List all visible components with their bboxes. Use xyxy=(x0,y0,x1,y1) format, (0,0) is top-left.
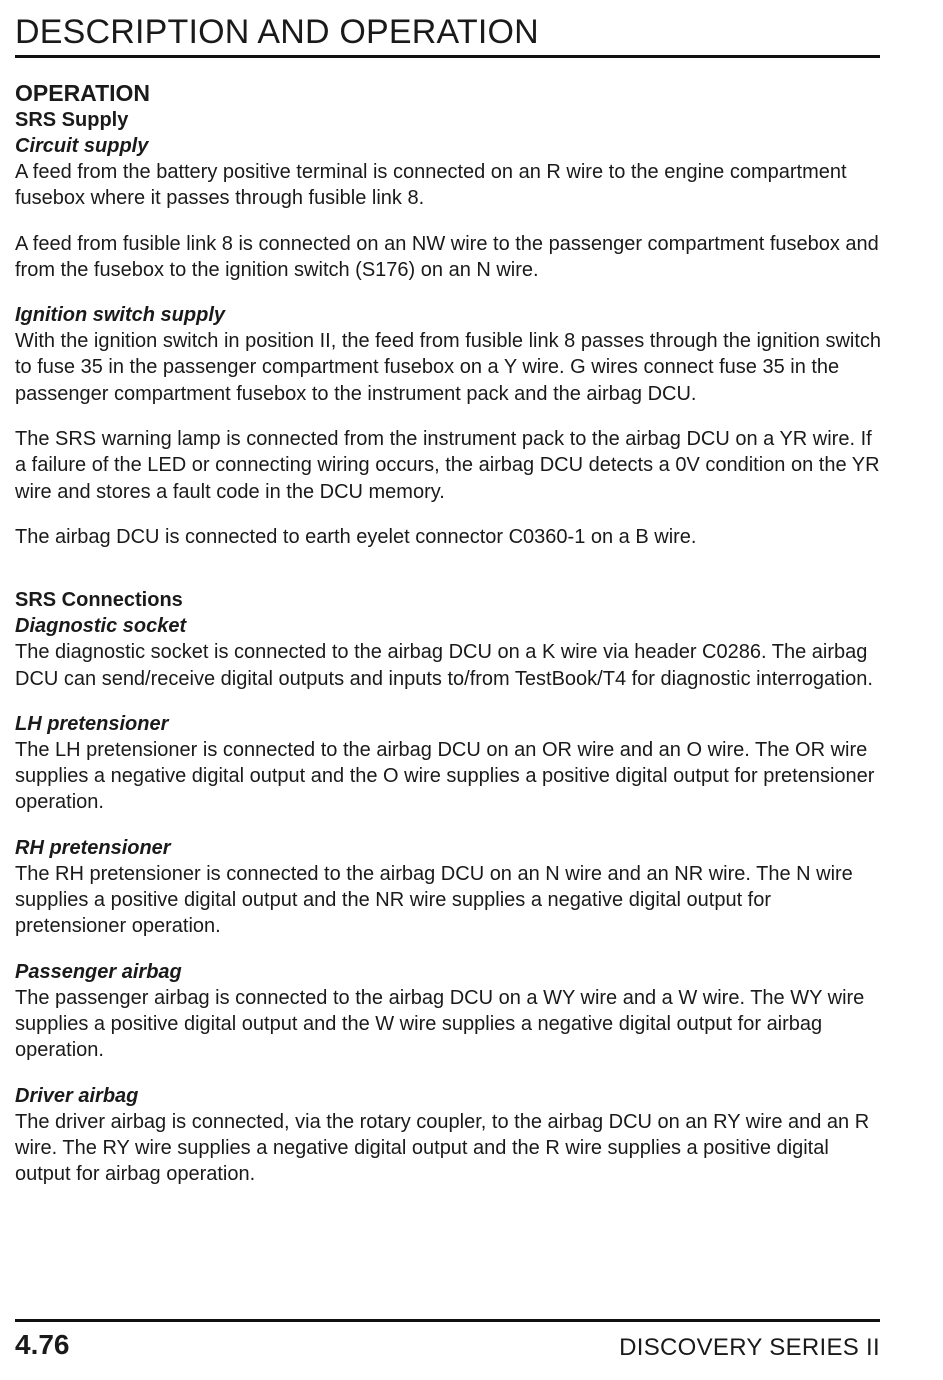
diagnostic-socket-heading: Diagnostic socket xyxy=(15,615,187,638)
lh-pretensioner-paragraph: The LH pretensioner is connected to the airbag DCU on an OR wire and an O wire. The OR wire supplies a negative digital output and the O wire supplies a positive digital output for pretensioner operation. xyxy=(15,738,875,814)
driver-airbag-paragraph: The driver airbag is connected, via the rotary coupler, to the airbag DCU on an RY wire and an R wire. The RY wire supplies a negative digital output and the R wire supplies a positive digital output for airbag operation. xyxy=(15,1110,870,1186)
circuit-supply-paragraph-1: A feed from the battery positive terminal is connected on an R wire to the engine compartment fusebox where it passes through fusible link 8. xyxy=(15,161,847,210)
header-divider xyxy=(15,55,880,58)
page-content xyxy=(15,79,885,1187)
ignition-switch-paragraph-1: With the ignition switch in position II, the feed from fusible link 8 passes through the ignition switch to fuse 35 in the passenger compartment fusebox on a Y wire. G wires connect fuse 35 in the passenger compartment fusebox to the instrument pack and the airbag DCU. xyxy=(15,330,882,405)
srs-supply-heading: SRS Supply xyxy=(15,109,129,131)
circuit-supply-heading: Circuit supply xyxy=(15,135,149,157)
diagnostic-socket-paragraph: The diagnostic socket is connected to the airbag DCU on a K wire via header C0286. The airbag DCU can send/receive digital outputs and inputs to/from TestBook/T4 for diagnostic interrogation. xyxy=(15,641,873,690)
section-title: OPERATION xyxy=(15,80,151,106)
ignition-switch-paragraph-2: The SRS warning lamp is connected from the instrument pack to the airbag DCU on a YR wire. If a failure of the LED or connecting wiring occurs, the airbag DCU detects a 0V condition on the YR wire and stores a fault code in the DCU memory. xyxy=(15,428,880,503)
ignition-switch-paragraph-3: The airbag DCU is connected to earth eyelet connector C0360-1 on a B wire. xyxy=(15,525,697,548)
page-number: 4.76 xyxy=(15,1329,70,1360)
series-label: DISCOVERY SERIES II xyxy=(619,1334,880,1361)
circuit-supply-paragraph-2: A feed from fusible link 8 is connected on an NW wire to the passenger compartment fusebox and from the fusebox to the ignition switch (S176) on an N wire. xyxy=(15,232,879,281)
passenger-airbag-paragraph: The passenger airbag is connected to the airbag DCU on a WY wire and a W wire. The WY wire supplies a positive digital output and the W wire supplies a negative digital output for airbag operation. xyxy=(15,986,865,1062)
rh-pretensioner-paragraph: The RH pretensioner is connected to the airbag DCU on an N wire and an NR wire. The N wire supplies a positive digital output and the NR wire supplies a negative digital output for pretensioner operation. xyxy=(15,862,853,938)
driver-airbag-heading: Driver airbag xyxy=(15,1084,139,1107)
ignition-switch-supply-heading: Ignition switch supply xyxy=(15,304,225,327)
footer-divider xyxy=(15,1319,880,1322)
rh-pretensioner-heading: RH pretensioner xyxy=(15,836,171,859)
srs-connections-heading: SRS Connections xyxy=(15,589,183,612)
passenger-airbag-heading: Passenger airbag xyxy=(15,960,182,983)
page-title: DESCRIPTION AND OPERATION xyxy=(15,13,539,51)
lh-pretensioner-heading: LH pretensioner xyxy=(15,712,169,735)
